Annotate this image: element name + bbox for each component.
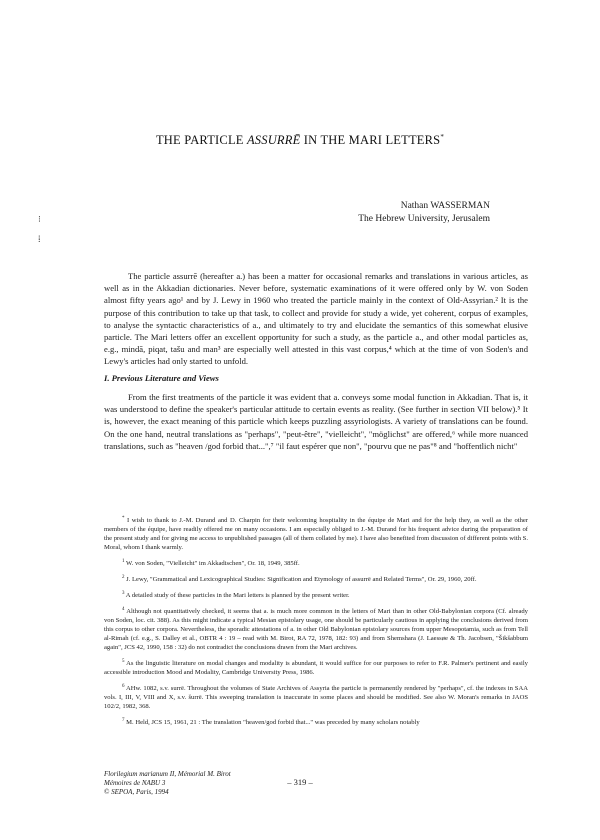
footnote-text: AHw. 1082, s.v. surrē. Throughout the volumes of State Archives of Assyria the particle is permanently rendered by "perhaps", cf. the indexes in SAA vols. I, III, V, VIII and X, s.v. šurrē. This sweeping translation is inaccurate in some places and should be modified. See also W. Moran's remarks in JAOS 102/2, 1982, 368. xyxy=(104,685,528,710)
section-paragraph: From the first treatments of the particle it was evident that a. conveys some modal function in Akkadian. That is, it was understood to define the speaker's particular attitude to certain events as reality. (See further in section VII below).⁵ It is, however, the exact meaning of this particle which keeps puzzling assyriologists. A variety of translations can be found. On the one hand, neutral translations as "perhaps", "peut-être", "vielleicht", "möglichst" are offered,⁶ while more nuanced translations, such as "heaven /god forbid that...",⁷ "il faut espérer que non", "pourvu que ne pas"⁸ and "hoffentlich nicht" xyxy=(104,392,528,451)
title-italic: ASSURRĒ xyxy=(246,133,301,148)
footnote xyxy=(104,717,528,728)
imprint-line: Florilegium marianum II, Mémorial M. Birot xyxy=(104,770,231,778)
footnote-mark: 5 xyxy=(122,658,125,664)
footnote-mark: 2 xyxy=(122,574,125,580)
title-prefix: THE PARTICLE xyxy=(155,133,247,148)
footnote-text: I wish to thank to J.-M. Durand and D. Charpin for their welcoming hospitality in the équipe de Mari and for the help they, as well as the other members of the équipe, have readily offered me on many occasions. I am especially obliged to J.-M. Durand for his frequent advice during the preparation of the present study and for giving me access to unpublished passages (all of them collated by me). I have also benefited from discussion of different points with S. Moral, whom I thank warmly. xyxy=(104,517,528,551)
footnote-mark: 1 xyxy=(122,558,125,564)
author-name: Nathan WASSERMAN xyxy=(400,201,490,211)
footnote-text: J. Lewy, "Grammatical and Lexicographical Studies: Signification and Etymology of assurrē and Related Terms", Or. 29, 1960, 20ff. xyxy=(126,576,477,584)
footnote xyxy=(104,606,528,653)
section-body xyxy=(104,391,528,452)
page-number: – 319 – xyxy=(287,777,313,787)
footnote-text: M. Held, JCS 15, 1961, 21 : The translation "heaven/god forbid that..." was preceded by many scholars notably xyxy=(126,718,420,726)
footnote-mark: 6 xyxy=(122,683,125,689)
footnote-text: A detailed study of these particles in the Mari letters is planned by the present writer. xyxy=(125,592,350,600)
footnote-mark: 4 xyxy=(122,607,125,613)
footnote-text: As the linguistic literature on modal changes and modality is abundant, it would suffice for our purposes to refer to F.R. Palmer's pertinent and easily accessible introduction Mood and Modality, Cambridge University Press, 1986. xyxy=(104,660,528,676)
footnote-mark: 3 xyxy=(122,591,125,596)
margin-mark-1: ⁝ xyxy=(38,214,41,224)
intro-paragraph: The particle assurrē (hereafter a.) has been a matter for occasional remarks and translations in various articles, as well as in the Akkadian dictionaries. Never before, systematic examinations of it were offered only by W. von Soden almost fifty years ago¹ and by J. Lewy in 1960 who treated the particle mainly in the context of Old-Assyrian.² It is the purpose of this contribution to take up that task, to collect and provide for study a wide, yet coherent, corpus of examples, to analyse the syntactic characteristics of a., and ultimately to try and elucidate the semantics of this somewhat elusive particle. The Mari letters offer an excellent opportunity for such a study, as the particle a., and other modal particles as, e.g., mindā, piqat, tašu and man³ are especially well attested in this vast corpus,⁴ which at the time of von Soden's and Lewy's articles had only started to unfold. xyxy=(104,271,528,367)
author-affiliation: The Hebrew University, Jerusalem xyxy=(358,214,490,224)
footnote xyxy=(104,683,528,712)
author-block xyxy=(358,200,490,226)
footnote xyxy=(104,658,528,678)
footnote-mark: 7 xyxy=(122,717,125,723)
title-suffix: IN THE MARI LETTERS xyxy=(300,133,441,148)
footnote-text: Although not quantitatively checked, it seems that a. is much more common in the letters of Mari than in other Old-Babylonian corpora (Cf. already von Soden, loc. cit. 388). As this might indicate a typical Mesian epistolary usage, one should be particularly cautious in applying the conclusions derived from this corpus to other corpora. Nevertheless, the sporadic attestations of a. in other Old Babylonian epistolary sources from upper Mesopotamia, such as from Tell al-Rimah (cf. e.g., S. Dalley et al., OBTR 4 : 19 – read with M. Birot, RA 72, 1978, 182: 93) and from Shemshara (J. Laessøe & Th. Jacobsen, "Šikšabbum again", JCS 42, 1990, 158 : 32) do not contradict the conclusions drawn from the Mari archives. xyxy=(104,608,528,651)
title-footnote-marker: * xyxy=(440,133,445,141)
footnotes xyxy=(104,515,528,733)
footnote xyxy=(104,515,528,553)
footnote xyxy=(104,574,528,585)
article-title xyxy=(60,133,540,148)
footnote-text: W. von Soden, "Vielleicht" im Akkadischen", Or. 18, 1949, 385ff. xyxy=(126,560,300,567)
footnote xyxy=(104,558,528,569)
imprint-line: © SEPOA, Paris, 1994 xyxy=(104,788,169,796)
margin-mark-2: ⁞ xyxy=(38,234,41,244)
intro-section xyxy=(104,270,528,368)
footnote-mark: * xyxy=(122,516,125,521)
footnote xyxy=(104,590,528,601)
imprint-line: Mémoires de NABU 3 xyxy=(104,779,166,787)
section-heading: I. Previous Literature and Views xyxy=(104,373,219,383)
